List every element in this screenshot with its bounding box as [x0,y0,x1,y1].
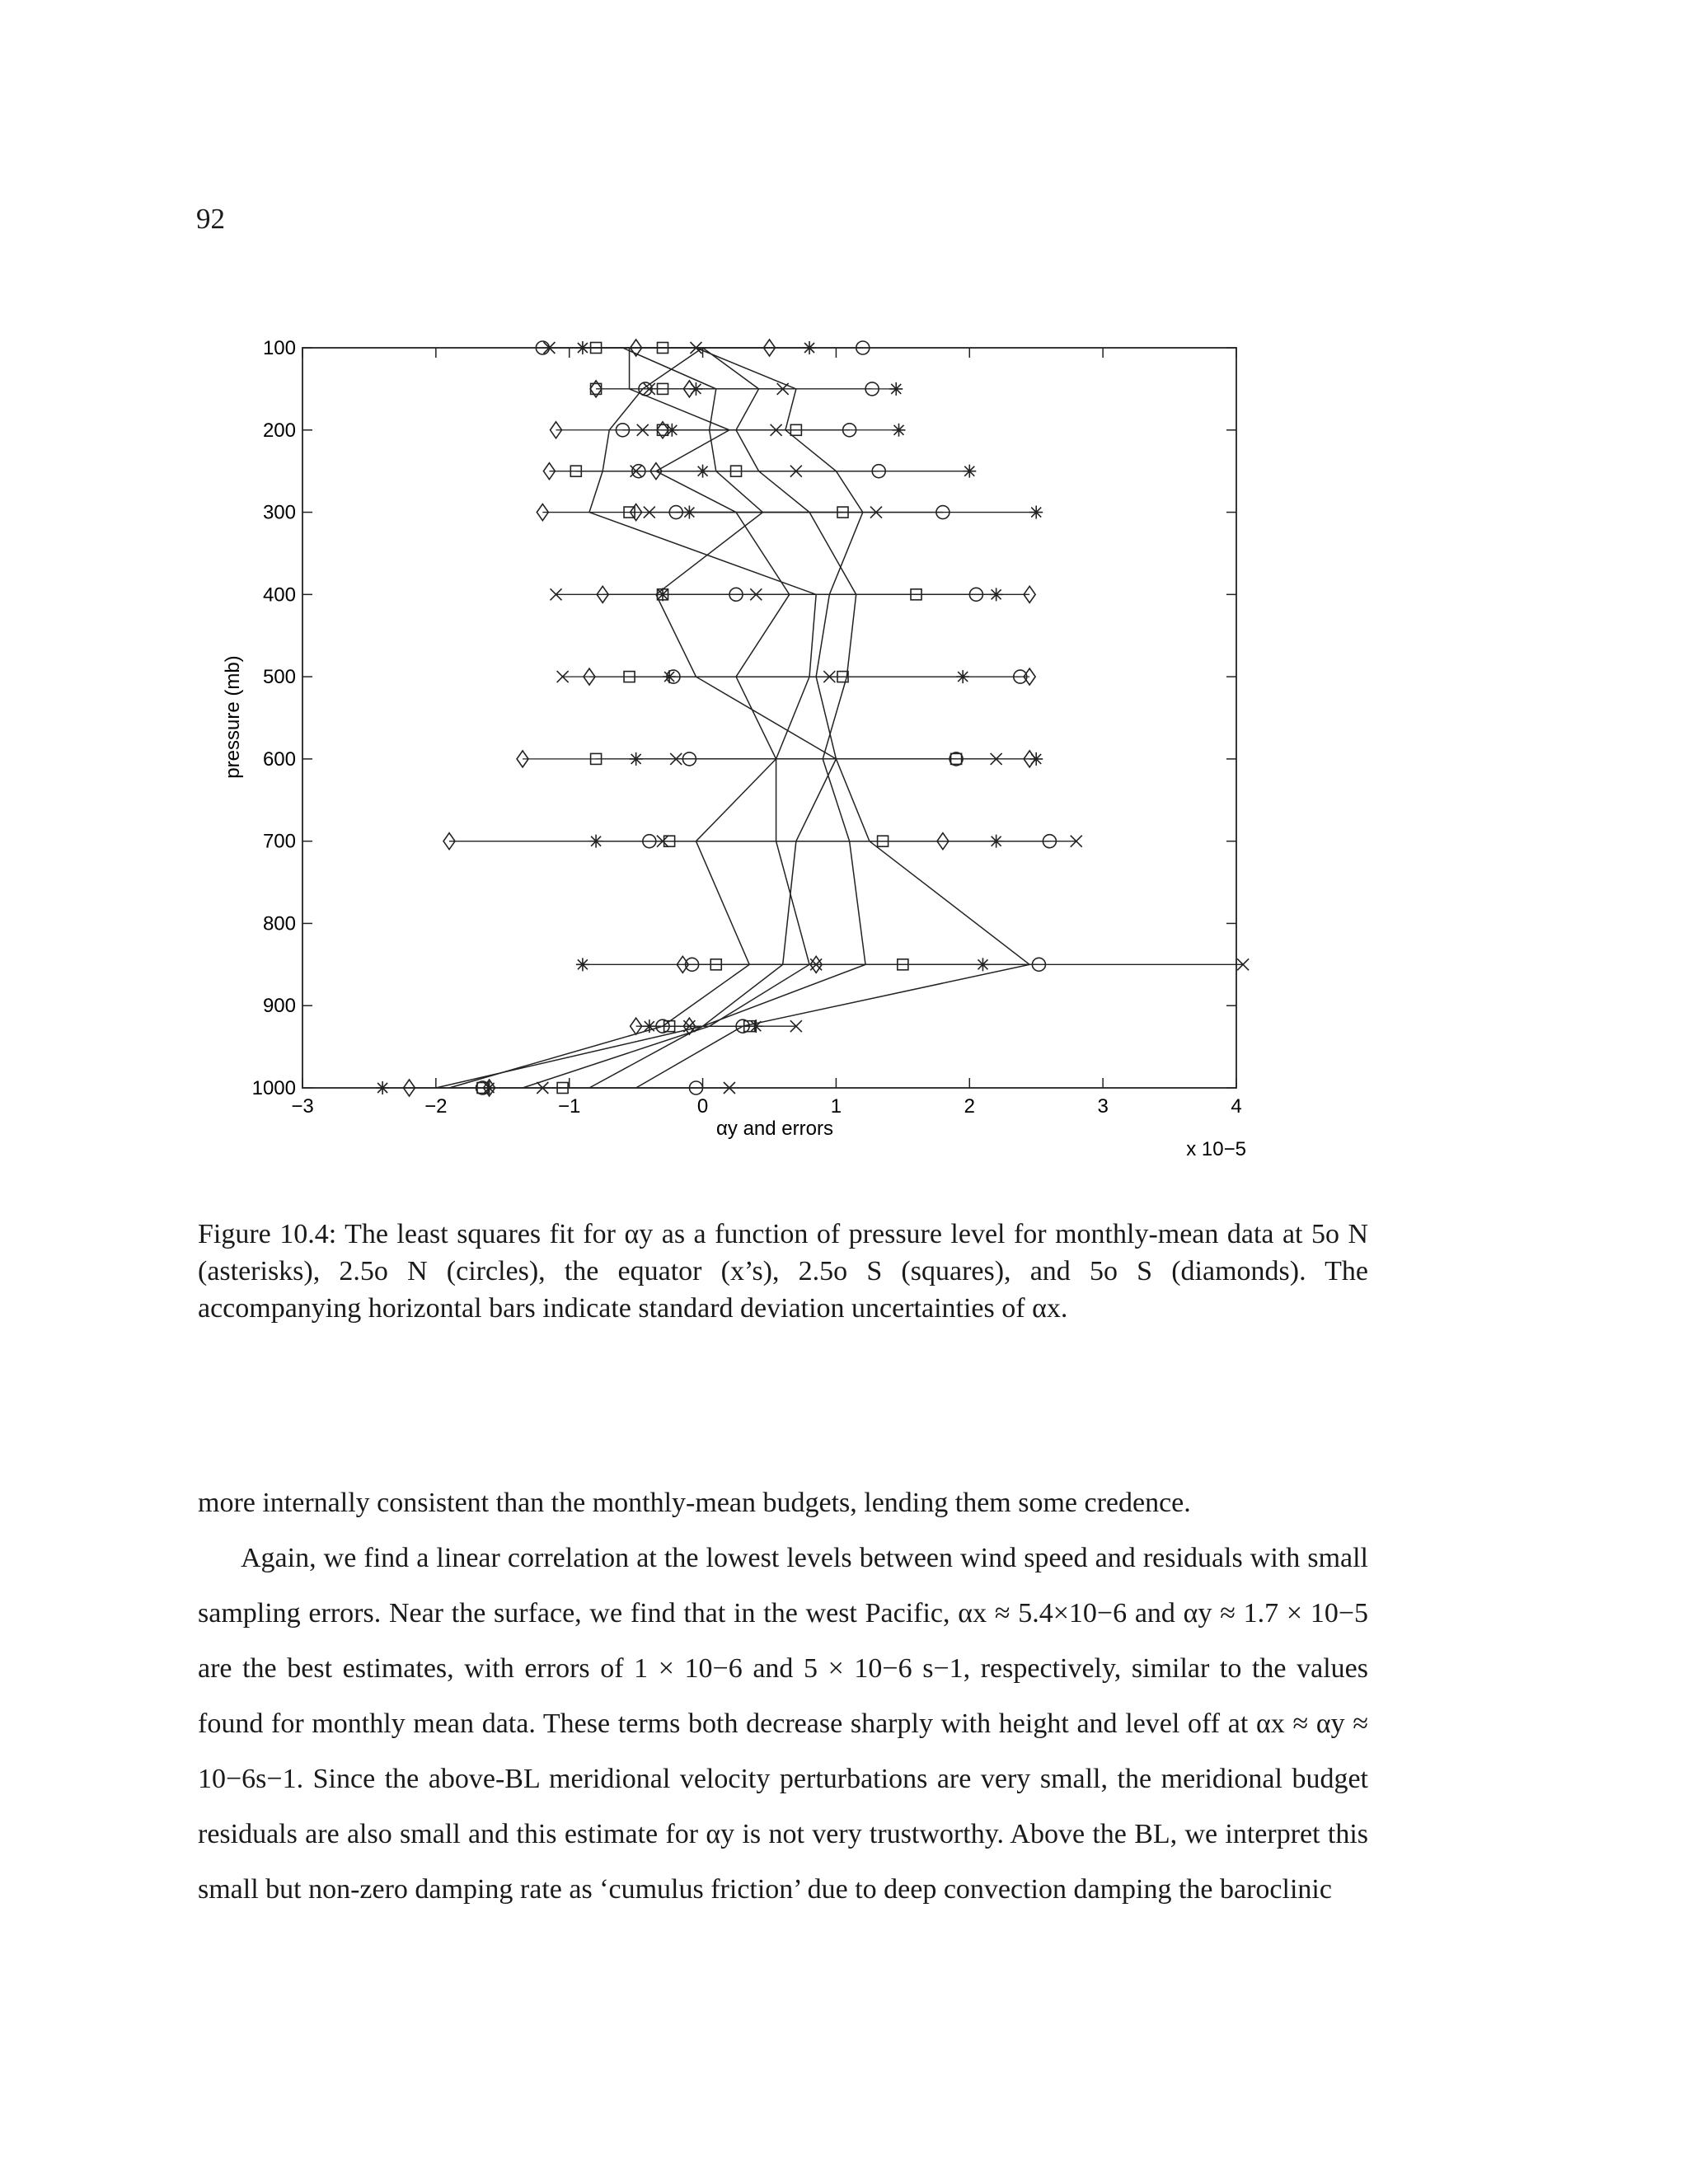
asterisk-marker [696,465,710,478]
y-tick-label: 500 [262,666,296,689]
asterisk-marker [376,1081,389,1094]
y-tick-label: 600 [262,748,296,771]
series-line [436,348,863,1088]
axes [252,337,1242,1118]
plot-frame [302,348,1236,1088]
asterisk-marker [630,752,643,766]
x-tick-label: −1 [558,1095,581,1118]
asterisk-marker [643,1019,656,1033]
asterisk-marker [576,958,589,971]
asterisk-marker [682,506,696,519]
x-tick-label: −2 [424,1095,448,1118]
asterisk-marker [976,958,989,971]
asterisk-marker [803,341,816,354]
caption-text: The least squares fit for αy as a function of pressure level for monthly-mean data at 5o N (asterisks), 2.5o N (circles), the equator (x’s), 2.5o S (squares), and 5o S (diamonds). The accompanying horizontal bars indicate standard deviation uncertainties of αx. [198,1219,1369,1324]
asterisk-marker [956,670,969,683]
asterisk-marker [990,588,1003,601]
asterisk-marker [990,835,1003,848]
series-line [449,348,816,1088]
markers [376,340,1249,1096]
asterisk-marker [656,588,669,601]
figure-caption [198,1216,1368,1327]
asterisk-marker [893,424,906,437]
asterisk-marker [589,835,603,848]
x-tick-label: 1 [830,1095,842,1118]
asterisk-marker [1029,506,1043,519]
series-line [589,348,865,1088]
y-tick-label: 300 [262,501,296,524]
y-tick-label: 700 [262,830,296,853]
series-lines [436,348,1029,1088]
asterisk-marker [749,1019,762,1033]
axis-labels [222,655,1246,1160]
y-tick-label: 900 [262,995,296,1018]
y-axis-label: pressure (mb) [222,655,244,779]
figure [206,313,1278,1191]
body-text [198,1475,1368,1917]
asterisk-marker [963,465,976,478]
x-tick-label: 2 [964,1095,975,1118]
y-tick-label: 100 [262,337,296,359]
x-tick-label: 3 [1097,1095,1109,1118]
x-tick-label: 4 [1231,1095,1242,1118]
page-number: 92 [196,203,225,235]
paragraph: more internally consistent than the monthly-mean budgets, lending them some credence. [198,1488,1191,1518]
pressure-profile-chart [206,313,1278,1187]
x-tick-label: 0 [696,1095,709,1118]
x-axis-label: αy and errors [716,1118,833,1140]
x-scale-label: x 10−5 [1186,1138,1246,1160]
asterisk-marker [889,382,903,396]
x-tick-label: −3 [291,1095,314,1118]
y-tick-label: 200 [262,419,296,442]
caption-label: Figure 10.4: [198,1219,337,1249]
error-bars [382,348,1243,1088]
asterisk-marker [576,341,589,354]
y-tick-label: 400 [262,583,296,607]
paragraph: Again, we find a linear correlation at the lowest levels between wind speed and residuals with small sampling errors. Near the surface, we find that in the west Pacific, αx ≈ 5.4×10−6 and αy ≈ 1.7 × 10−5 are the best estimates, with errors of 1 × 10−6 and 5 × 10−6 s−1, respectively, similar to the values found for monthly mean data. These terms both decrease sharply with height and level off at αx ≈ αy ≈ 10−6s−1. Since the above-BL meridional velocity perturbations are very small, the meridional budget residuals are also small and this estimate for αy is not very trustworthy. Above the BL, we interpret this small but non-zero damping rate as ‘cumulus friction’ due to deep convection damping the baroclinic [198,1543,1368,1905]
y-tick-label: 800 [262,912,296,935]
y-tick-label: 1000 [251,1077,296,1099]
